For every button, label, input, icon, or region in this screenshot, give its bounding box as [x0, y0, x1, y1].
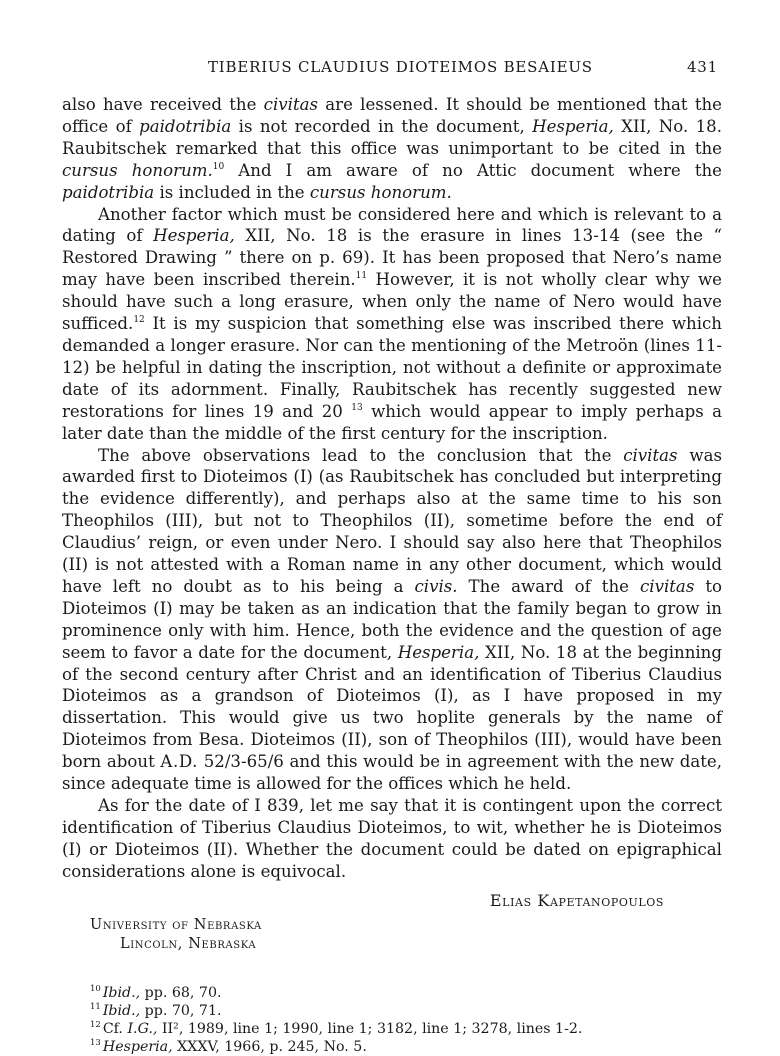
running-title: TIBERIUS CLAUDIUS DIOTEIMOS BESAIEUS [208, 58, 593, 76]
text-run: Another factor which must be considered here and which is relevant to a dating of [62, 204, 722, 246]
footnote-prefix: Cf. [102, 1021, 128, 1038]
text-run: It is my suspicion that something else was inscribed there which demanded a longer erasure. Nor can the mentioning of the Metroön (lines 11-12) be helpful in dating the inscription, not without a definite or approximate date of its adornment. Finally, Raubitschek has recently suggested new restorations for lines 19 and 20 [62, 314, 722, 421]
footnotes [90, 984, 722, 1056]
text-run: also have received the [62, 95, 264, 114]
italic-term: cursus honorum. [309, 182, 452, 202]
text-run: XII, No. 18 at the beginning of the second century after Christ and an identification of Tiberius Claudius Dioteimos as a grandson of Dioteimos (I), as I have proposed in my dissertation. This would give us two hoplite generals by the name of Dioteimos from Besa. Dioteimos (II), son of Theophilos (III), would have been born about [62, 642, 722, 772]
institution-city: Lincoln, Nebraska [120, 935, 257, 952]
italic-term: paidotribia [62, 182, 155, 202]
paragraph-4: As for the date of I 839, let me say that it is contingent upon the correct identification of Tiberius Claudius Dioteimos, to wit, whether he is Dioteimos (I) or Dioteimos (II). Whether the document could be dated on epigraphical considerations alone is equivocal. [62, 796, 722, 881]
journal-citation: Hesperia, [397, 642, 480, 662]
text-run: was awarded first to Dioteimos (I) (as Raubitschek has concluded but interpreting the evidence differently), and perhaps also at the same time to his son Theophilos (III), but not to Theophilos (II), sometime before the end of Claudius’ reign, or even under Nero. I should say also here that Theophilos (II) is not attested with a Roman name in any other document, which would have left no doubt as to his being a [62, 445, 722, 596]
italic-term: paidotribia [139, 116, 232, 136]
footnote-ref-12[interactable]: 12 [133, 315, 145, 326]
text-run: which would appear to imply perhaps a later date than the middle of the first century for the inscription. [62, 401, 723, 443]
journal-citation: Hesperia, [532, 116, 614, 136]
text-run: 52/3-65/6 and this would be in agreement with the new date, since adequate time is allowed for the offices which he held. [62, 752, 722, 794]
paragraph-3 [62, 445, 722, 796]
article-body [62, 94, 722, 883]
footnote-13 [90, 1038, 722, 1056]
footnote-italic: Ibid., [102, 1002, 141, 1019]
journal-citation: Hesperia, [153, 226, 235, 246]
footnote-number: 13 [90, 1038, 101, 1049]
author-signature [62, 891, 722, 910]
italic-term: civis. [414, 576, 458, 596]
footnote-text: XXXV, 1966, p. 245, No. 5. [172, 1039, 367, 1056]
italic-term: civitas [639, 576, 695, 596]
paragraph-2 [62, 204, 722, 445]
text-run: And I am aware of no Attic document where the [224, 160, 722, 180]
text-run: XII, No. 18 is the erasure in lines 13-14 (see the “ Restored Drawing ” there on p. 69). It has been proposed that Nero’s name may have been inscribed therein. [62, 226, 722, 290]
text-run: The above observations lead to the conclusion that the [98, 445, 624, 465]
footnote-ref-10[interactable]: 10 [212, 161, 225, 172]
italic-term: civitas [623, 445, 678, 465]
footnote-11 [90, 1002, 722, 1020]
footnote-italic: I.G., [127, 1021, 158, 1038]
footnote-number: 10 [90, 983, 101, 994]
footnote-10 [90, 984, 722, 1002]
author-affiliation [90, 916, 722, 954]
text-run: is not recorded in the document, [231, 116, 533, 136]
footnote-italic: Ibid., [102, 984, 141, 1001]
paragraph-1 [62, 94, 722, 204]
footnote-text: II², 1989, line 1; 1990, line 1; 3182, line 1; 3278, lines 1-2. [157, 1021, 583, 1038]
text-run: are lessened. It should be mentioned that the office of [62, 95, 722, 136]
footnote-ref-13[interactable]: 13 [351, 402, 363, 413]
footnote-ref-11[interactable]: 11 [355, 271, 368, 282]
running-head [62, 58, 722, 82]
footnote-italic: Hesperia, [102, 1039, 173, 1056]
italic-term: cursus honorum. [62, 160, 213, 180]
text-run: The award of the [457, 576, 640, 596]
text-run: However, it is not wholly clear why we should have such a long erasure, when only the name of Nero would have sufficed. [62, 270, 722, 334]
footnote-12 [90, 1020, 722, 1038]
footnote-number: 12 [90, 1020, 101, 1031]
text-run: XII, No. 18. Raubitschek remarked that this office was unimportant to be cited in the [62, 116, 723, 158]
text-run: to Dioteimos (I) may be taken as an indication that the family began to grow in prominence only with him. Hence, both the evidence and the question of age seem to favor a date for the document, [62, 576, 722, 662]
text-run: is included in the [154, 182, 310, 202]
italic-term: civitas [263, 95, 319, 114]
author-name: Elias Kapetanopoulos [489, 890, 664, 910]
era-abbreviation: A.D. [160, 752, 199, 772]
footnote-text: pp. 68, 70. [140, 984, 222, 1001]
page-number: 431 [686, 58, 718, 76]
footnote-text: pp. 70, 71. [140, 1002, 222, 1019]
institution-name: University of Nebraska [90, 916, 262, 933]
footnote-number: 11 [90, 1001, 101, 1012]
